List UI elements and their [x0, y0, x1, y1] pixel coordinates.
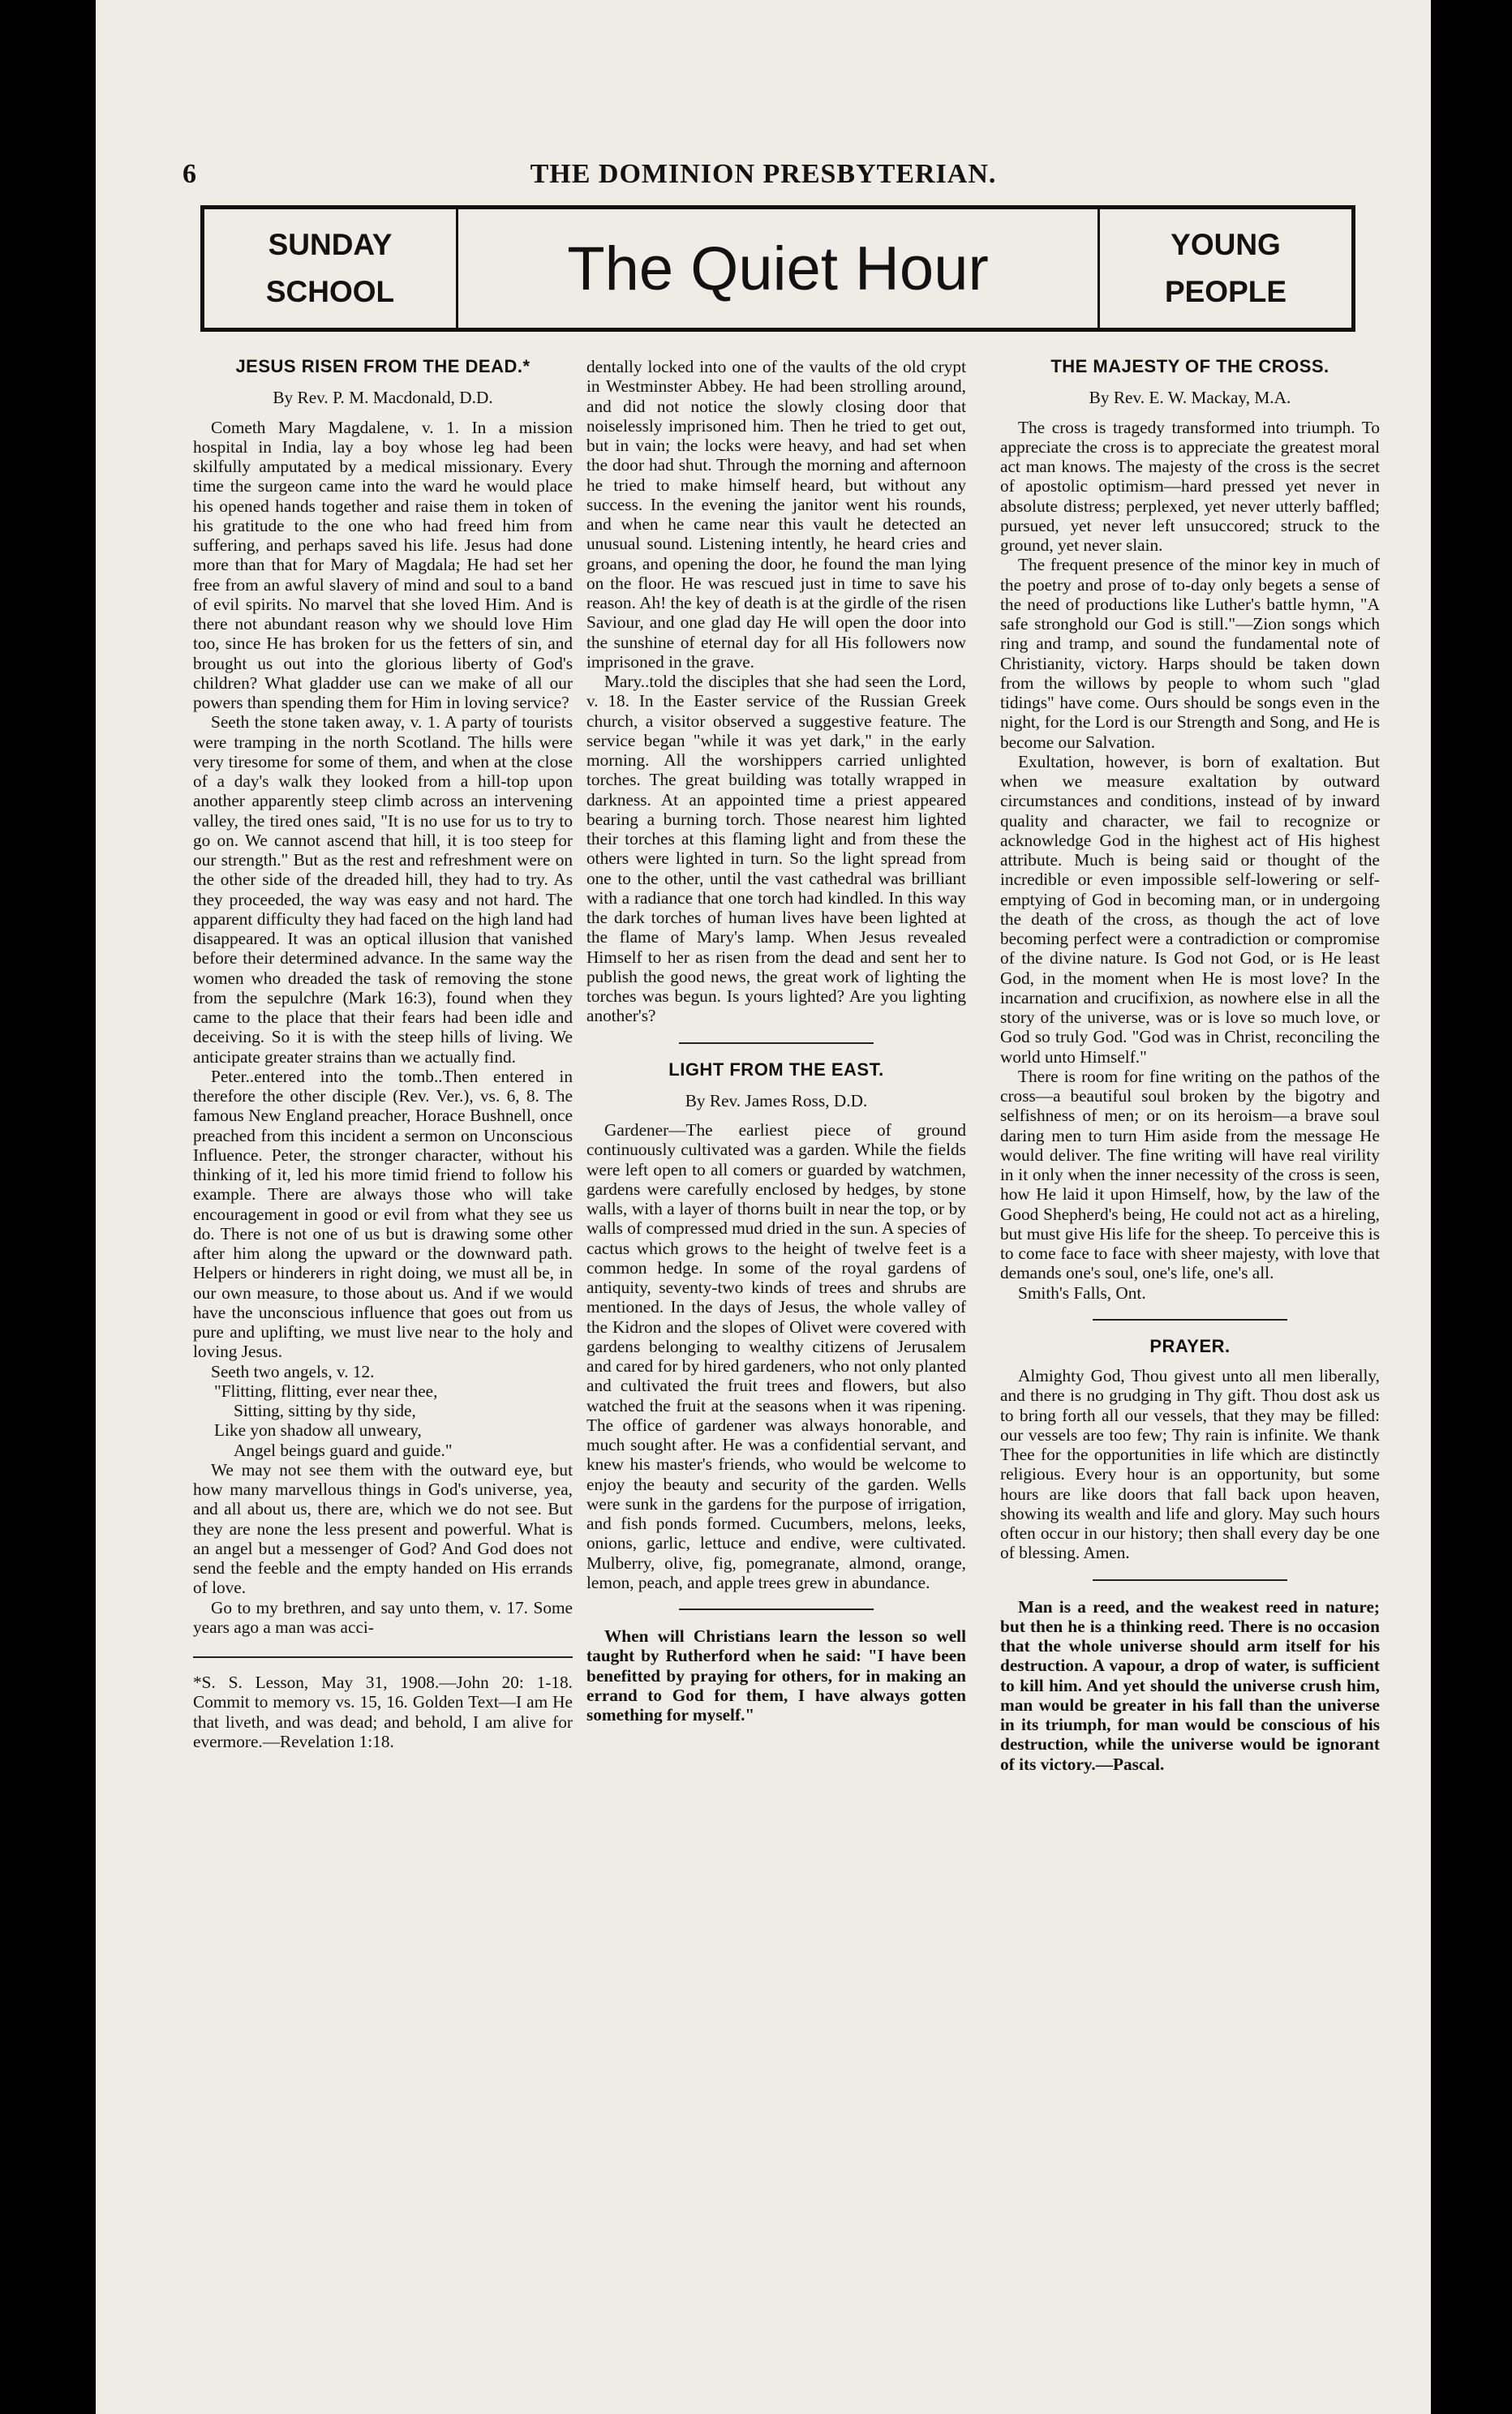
article-title: JESUS RISEN FROM THE DEAD.* — [235, 356, 530, 376]
banner-title: The Quiet Hour — [567, 234, 989, 303]
paragraph: Go to my brethren, and say unto them, v. 17. Some years ago a man was acci- — [193, 1597, 573, 1637]
banner-sunday-school — [204, 209, 458, 328]
article-byline: By Rev. P. M. Macdonald, D.D. — [273, 388, 493, 408]
quote-text: Man is a reed, and the weakest reed in nature; but then he is a thinking reed. There is no occasion that the whole universe should arm itself for his destruction. A vapour, a drop of water, is sufficient to kill him. And yet should the universe crush him, man would be greater in his fall than the universe in its triumph, for man would be conscious of his destruction, while the universe would be ignorant of its victory.—Pascal. — [1000, 1596, 1380, 1774]
paper-title: THE DOMINION PRESBYTERIAN. — [530, 159, 997, 189]
paragraph: The cross is tragedy transformed into triumph. To appreciate the cross is to appreciate the greatest moral act man knows. The majesty of the cross is the secret of apostolic optimism—hard pressed yet never in absolute distress; perplexed, yet never utterly baffled; pursued, yet never left unsuccored; struck to the ground, yet never slain. — [1000, 417, 1380, 555]
paragraph: dentally locked into one of the vaults of the old crypt in Westminster Abbey. He had been strolling around, and did not notice the slowly closing door that noiselessly imprisoned him. Then he tried to get out, but in vain; the locks were heavy, and had set when the door had shut. Through the morning and afternoon he tried to make himself heard, but without any success. In the evening the janitor went his rounds, and when he came near this vault he detected an unusual sound. Listening intently, he heard cries and groans, and opening the door, he found the man lying on the floor. He was rescued just in time to save his reason. Ah! the key of death is at the girdle of the risen Saviour, and one glad day He will open the door into the sunshine of eternal day for all His followers now imprisoned in the grave. — [586, 357, 966, 672]
banner-left-line1: SUNDAY — [268, 228, 393, 261]
paragraph: Exultation, however, is born of exaltation. But when we measure exaltation by outward circumstances and conditions, instead of by inward quality and character, we fail to recognize or acknowledge God in the highest act of His highest attribute. Much is being said or thought of the incredible or even impossible self-lowering or self-emptying of God in becoming man, or in undergoing the death of the cross, as though the act of love becoming perfect were a contradiction or compromise of the divine nature. Is God not God, or is He least God, in the moment when He is most love? In the incarnation and crucifixion, as nowhere else in all the story of the universe, was or is love so much love, or God so truly God. "God was in Christ, reconciling the world unto Himself." — [1000, 751, 1380, 1067]
newspaper-page — [96, 0, 1431, 2414]
divider — [679, 1609, 874, 1610]
paragraph: Mary..told the disciples that she had seen the Lord, v. 18. In the Easter service of the Russian Greek church, a visitor observed a suggestive feature. The service began "while it was yet dark," in the early morning. All the worshippers carried unlighted torches. The great building was totally wrapped in darkness. At an appointed time a priest appeared bearing a burning torch. Those nearest him lighted their torches at this flaming light and from these the others were lighted in turn. So the light spread from one to the other, until the vast cathedral was brilliant with a radiance that one torch had kindled. In this way the dark torches of human lives have been lighted at the flame of Mary's lamp. When Jesus revealed Himself to her as risen from the dead and sent her to publish the good news, the great work of lighting the torches was begun. Is yours lighted? Are you lighting another's? — [586, 672, 966, 1026]
article-title: PRAYER. — [1149, 1335, 1231, 1356]
banner-left-line2: SCHOOL — [265, 275, 395, 308]
paragraph: The frequent presence of the minor key in much of the poetry and prose of to-day only begets a sense of the need of productions like Luther's battle hymn, "A safe stronghold our God is still."—Zion songs which ring and tramp, and sound the fundamental note of Christianity, victory. Harps should be taken down from the willows by people to whom such "glad tidings" have come. Ours should be songs even in the night, for the Lord is our Strength and Song, and He is become our Salvation. — [1000, 555, 1380, 752]
quote-text: When will Christians learn the lesson so well taught by Rutherford when he said: "I have been benefitted by praying for others, for in making an errand to God for them, I have always gotten something for myself." — [586, 1626, 966, 1725]
paragraph: Peter..entered into the tomb..Then entered in therefore the other disciple (Rev. Ver.), vs. 6, 8. The famous New England preacher, Horace Bushnell, once preached from this incident a sermon on Unconscious Influence. Peter, the stronger character, without his thinking of it, led his more timid friend to follow his example. There are always those who will take encouragement in good or evil from what they see us do. There is not one of us but is drawing some other after him along the upward or the downward path. Helpers or hinderers in right doing, we must all be, in our own measure, to those about us. And if we would have the unconscious influence that goes out from us pure and uplifting, we must live near to the holy and loving Jesus. — [193, 1066, 573, 1362]
paragraph: There is room for fine writing on the pathos of the cross—a beautiful soul broken by the bigotry and selfishness of men; or on its heroism—a brave soul daring men to turn Him aside from the message He would deliver. The fine writing will have real virility in it only when the inner necessity of the cross is seen, how He laid it upon Himself, how, by the law of the Good Shepherd's being, He could not act as a hireling, but must give His life for the sheep. To perceive this is to come face to face with sheer majesty, with love that demands one's soul, one's life, one's all. — [1000, 1066, 1380, 1283]
paragraph: Seeth the stone taken away, v. 1. A party of tourists were tramping in the north Scotland. The hills were very tiresome for some of them, and when at the close of a day's walk they looked from a hill-top upon another apparently steep climb across an intervening valley, the tired ones said, "It is no use for us to try to go on. We cannot ascend that hill, it is too steep for our strength." But as the rest and refreshment were on the other side of the dreaded hill, they had to try. As they proceeded, the way was easy and not hard. The apparent difficulty they had faced on the high land had disappeared. It was an optical illusion that vanished before their determined advance. In the same way the women who dreaded the task of removing the stone from the sepulchre (Mark 16:3), found when they came to the place that their fears had been idle and deceiving. So it is with the steep hills of living. We anticipate greater strains than we actually find. — [193, 712, 573, 1067]
paragraph: We may not see them with the outward eye, but how many marvellous things in God's universe, yea, and all about us, there are, which we do not see. But they are none the less present and powerful. What is an angel but a messenger of God? And God does not send the feeble and the empty handed on His errands of love. — [193, 1459, 573, 1598]
footnote-text: *S. S. Lesson, May 31, 1908.—John 20: 1-18. Commit to memory vs. 15, 16. Golden Text—I am He that liveth, and was dead; and behold, I am alive for evermore.—Revelation 1:18. — [193, 1673, 573, 1751]
divider — [193, 1656, 573, 1658]
article-byline: By Rev. James Ross, D.D. — [685, 1090, 868, 1110]
banner-young-people — [1097, 209, 1351, 328]
divider — [679, 1042, 874, 1044]
paragraph: Gardener—The earliest piece of ground continuously cultivated was a garden. While the fields were left open to all comers or guarded by watchmen, gardens were carefully enclosed by hedges, by stone walls, with a layer of thorns built in near the top, or by walls of compressed mud dried in the sun. A species of cactus which grows to the height of twelve feet is a common hedge. In some of the royal gardens of antiquity, seventy-two kinds of trees and shrubs are mentioned. In the days of Jesus, the whole valley of the Kidron and the slopes of Olivet were covered with gardens belonging to wealthy citizens of Jerusalem and cared for by hired gardeners, who not only planted and cultivated the fruit trees and flowers, but also watched the fruit at the seasons when it was ripening. The office of gardener was always honorable, and much sought after. He was a confidential servant, and knew his master's friends, who would be welcome to enjoy the beauty and security of the garden. Wells were sunk in the gardens for the purpose of irrigation, and fish ponds formed. Cucumbers, melons, leeks, onions, garlic, lettuce and endive, were cultivated. Mulberry, olive, fig, pomegranate, almond, orange, lemon, peach, and apple trees grew in abundance. — [586, 1120, 966, 1592]
footnote — [193, 1673, 573, 1751]
divider — [1093, 1319, 1287, 1321]
article-byline: By Rev. E. W. Mackay, M.A. — [1089, 388, 1291, 408]
banner-right-line2: PEOPLE — [1164, 275, 1287, 308]
running-head — [96, 159, 1431, 200]
paragraph: Seeth two angels, v. 12. — [211, 1361, 375, 1381]
column-middle — [586, 357, 966, 1725]
section-banner — [200, 205, 1355, 332]
paragraph: Cometh Mary Magdalene, v. 1. In a mission hospital in India, lay a boy whose leg had been skilfully amputated by a medical missionary. Every time the surgeon came into the ward he would place his opened hands together and raise them in token of his gratitude to the one who had freed him from suffering, and perhaps saved his life. Jesus had done more than that for Mary of Magdala; He had set her free from an awful slavery of mind and soul to a band of evil spirits. No marvel that she loved Him. And is there not abundant reason why we should love Him too, since He has broken for us the fetters of sin, and brought us out into the glorious liberty of God's children? What gladder use can we make of all our powers than spending them for Him in loving service? — [193, 417, 573, 712]
page-number: 6 — [183, 159, 196, 189]
verse-line: "Flitting, flitting, ever near thee, — [214, 1381, 438, 1401]
column-right — [1000, 357, 1380, 1774]
quote-box — [586, 1626, 966, 1725]
verse-line: Angel beings guard and guide." — [234, 1440, 453, 1460]
column-left — [193, 357, 573, 1751]
verse-line: Sitting, sitting by thy side, — [234, 1401, 416, 1420]
dateline: Smith's Falls, Ont. — [1018, 1282, 1146, 1303]
article-title: THE MAJESTY OF THE CROSS. — [1050, 356, 1329, 376]
verse-line: Like yon shadow all unweary, — [214, 1420, 422, 1441]
divider — [1093, 1579, 1287, 1581]
article-title: LIGHT FROM THE EAST. — [668, 1059, 884, 1080]
pascal-quote — [1000, 1597, 1380, 1774]
banner-right-line1: YOUNG — [1171, 228, 1281, 261]
prayer-text: Almighty God, Thou givest unto all men liberally, and there is no grudging in Thy gift. Thou dost ask us to bring forth all our vessels, that they may be filled: our vessels are too few; Thy rain is infinite. We thank Thee for the opportunities in life which are distinctly religious. Every hour is an opportunity, but some hours are like doors that fall back upon heaven, showing its wealth and life and glory. May such hours often occur in our history; then shall every day be one of blessing. Amen. — [1000, 1366, 1380, 1563]
